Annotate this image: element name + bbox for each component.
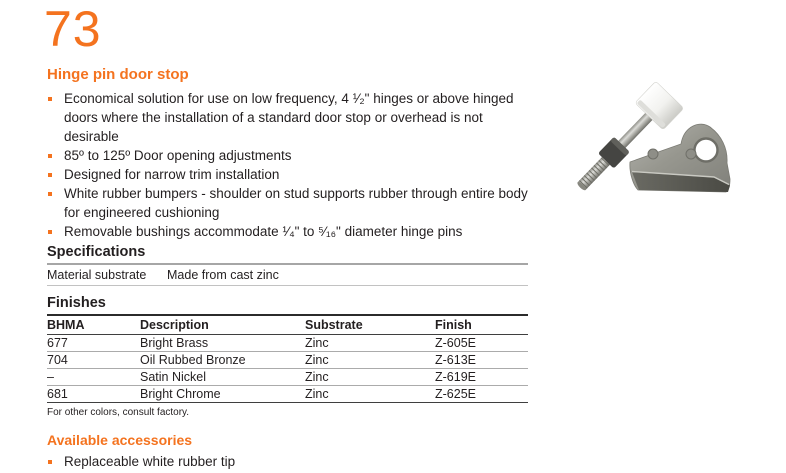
feature-item	[47, 184, 528, 222]
finishes-row	[47, 335, 528, 352]
feature-item	[47, 222, 528, 241]
finishes-col-header: Substrate	[305, 315, 435, 335]
mounting-hole	[695, 139, 718, 162]
feature-text: Removable bushings accommodate ¹⁄₄" to ⁵⁄₁₆" diameter hinge pins	[64, 224, 463, 239]
finish-cell: Z-625E	[435, 386, 528, 403]
page-number: 73	[44, 1, 102, 57]
spec-label: Material substrate	[47, 268, 147, 282]
finishes-header-row	[47, 315, 528, 335]
bullet-square-icon	[48, 173, 52, 177]
finish-cell: Bright Brass	[140, 335, 305, 352]
finishes-footnote: For other colors, consult factory.	[47, 407, 190, 418]
accessories-list	[47, 452, 528, 471]
finish-cell: Z-619E	[435, 369, 528, 386]
main-content	[47, 66, 528, 473]
specifications-heading: Specifications	[47, 244, 146, 260]
feature-list	[47, 89, 528, 241]
accessory-item	[47, 452, 528, 471]
bullet-square-icon	[48, 460, 52, 464]
feature-text: Designed for narrow trim installation	[64, 167, 280, 182]
cast-dimple	[648, 149, 658, 159]
finish-cell: Satin Nickel	[140, 369, 305, 386]
finishes-heading: Finishes	[47, 295, 106, 311]
finish-cell: 677	[47, 335, 140, 352]
bullet-square-icon	[48, 192, 52, 196]
bullet-square-icon	[48, 230, 52, 234]
finish-cell: Zinc	[305, 369, 435, 386]
finish-cell: Z-613E	[435, 352, 528, 369]
finish-cell: Zinc	[305, 352, 435, 369]
finish-cell: Z-605E	[435, 335, 528, 352]
bullet-square-icon	[48, 154, 52, 158]
cast-dimple	[686, 149, 696, 159]
bullet-square-icon	[48, 97, 52, 101]
finish-cell: 704	[47, 352, 140, 369]
finish-cell: Zinc	[305, 386, 435, 403]
finishes-row	[47, 386, 528, 403]
specifications-table	[47, 263, 528, 286]
feature-text: 85º to 125º Door opening adjustments	[64, 148, 292, 163]
finishes-table	[47, 314, 528, 403]
door-stop-body	[630, 124, 730, 192]
specification-row	[47, 265, 528, 285]
accessory-text: Replaceable white rubber tip	[64, 454, 236, 469]
feature-item	[47, 89, 528, 146]
finishes-row	[47, 369, 528, 386]
finishes-row	[47, 352, 528, 369]
spec-value: Made from cast zinc	[167, 268, 279, 282]
finish-cell: –	[47, 369, 140, 386]
finish-cell: Oil Rubbed Bronze	[140, 352, 305, 369]
feature-item	[47, 165, 528, 184]
finishes-col-header: Description	[140, 315, 305, 335]
finish-cell: 681	[47, 386, 140, 403]
finish-cell: Zinc	[305, 335, 435, 352]
accessories-heading: Available accessories	[47, 432, 193, 448]
finishes-col-header: BHMA	[47, 315, 140, 335]
product-photo	[558, 66, 778, 246]
feature-text: White rubber bumpers - shoulder on stud supports rubber through entire body for engineered cushioning	[64, 186, 528, 220]
product-title: Hinge pin door stop	[47, 66, 189, 83]
finish-cell: Bright Chrome	[140, 386, 305, 403]
feature-text: Economical solution for use on low frequency, 4 ¹⁄₂" hinges or above hinged doors where the installation of a standard door stop or overhead is not desirable	[64, 91, 514, 144]
finishes-col-header: Finish	[435, 315, 528, 335]
feature-item	[47, 146, 528, 165]
